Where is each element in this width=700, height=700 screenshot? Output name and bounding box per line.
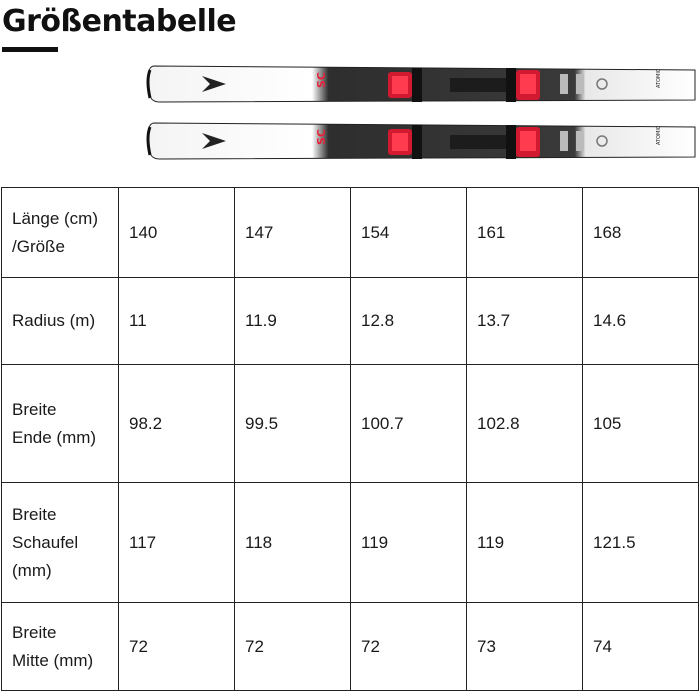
table-cell: 72 xyxy=(351,603,467,691)
page-title: Größentabelle xyxy=(2,4,237,39)
ski-upper xyxy=(148,66,695,102)
ski-model-label: SC xyxy=(315,72,328,88)
table-cell: 100.7 xyxy=(351,365,467,483)
table-cell: 12.8 xyxy=(351,278,467,365)
row-label-tail-width: Breite Ende (mm) xyxy=(2,365,119,483)
table-cell: 13.7 xyxy=(467,278,583,365)
table-cell: 168 xyxy=(583,188,699,278)
table-cell: 11.9 xyxy=(235,278,351,365)
table-cell: 121.5 xyxy=(583,483,699,603)
table-cell: 117 xyxy=(119,483,235,603)
table-cell: 72 xyxy=(119,603,235,691)
ski-brand-label: ATOMIC xyxy=(656,125,662,145)
table-cell: 161 xyxy=(467,188,583,278)
row-label-waist-width: Breite Mitte (mm) xyxy=(2,603,119,691)
size-table xyxy=(1,187,699,691)
table-cell: 140 xyxy=(119,188,235,278)
table-row xyxy=(2,188,699,278)
table-cell: 72 xyxy=(235,603,351,691)
table-cell: 99.5 xyxy=(235,365,351,483)
ski-product-image xyxy=(140,58,700,168)
table-cell: 119 xyxy=(351,483,467,603)
table-row xyxy=(2,483,699,603)
ski-brand-label: ATOMIC xyxy=(656,68,662,88)
table-cell: 119 xyxy=(467,483,583,603)
row-label-tip-width: Breite Schaufel (mm) xyxy=(2,483,119,603)
table-cell: 105 xyxy=(583,365,699,483)
table-cell: 147 xyxy=(235,188,351,278)
table-cell: 14.6 xyxy=(583,278,699,365)
title-underline xyxy=(2,47,58,52)
ski-lower xyxy=(148,123,695,159)
table-cell: 118 xyxy=(235,483,351,603)
row-label-length: Länge (cm) /Größe xyxy=(2,188,119,278)
table-row xyxy=(2,603,699,691)
table-cell: 102.8 xyxy=(467,365,583,483)
table-cell: 73 xyxy=(467,603,583,691)
table-cell: 74 xyxy=(583,603,699,691)
row-label-radius: Radius (m) xyxy=(2,278,119,365)
ski-model-label: SC xyxy=(315,129,328,145)
table-cell: 154 xyxy=(351,188,467,278)
table-row xyxy=(2,365,699,483)
table-cell: 98.2 xyxy=(119,365,235,483)
table-cell: 11 xyxy=(119,278,235,365)
table-row xyxy=(2,278,699,365)
